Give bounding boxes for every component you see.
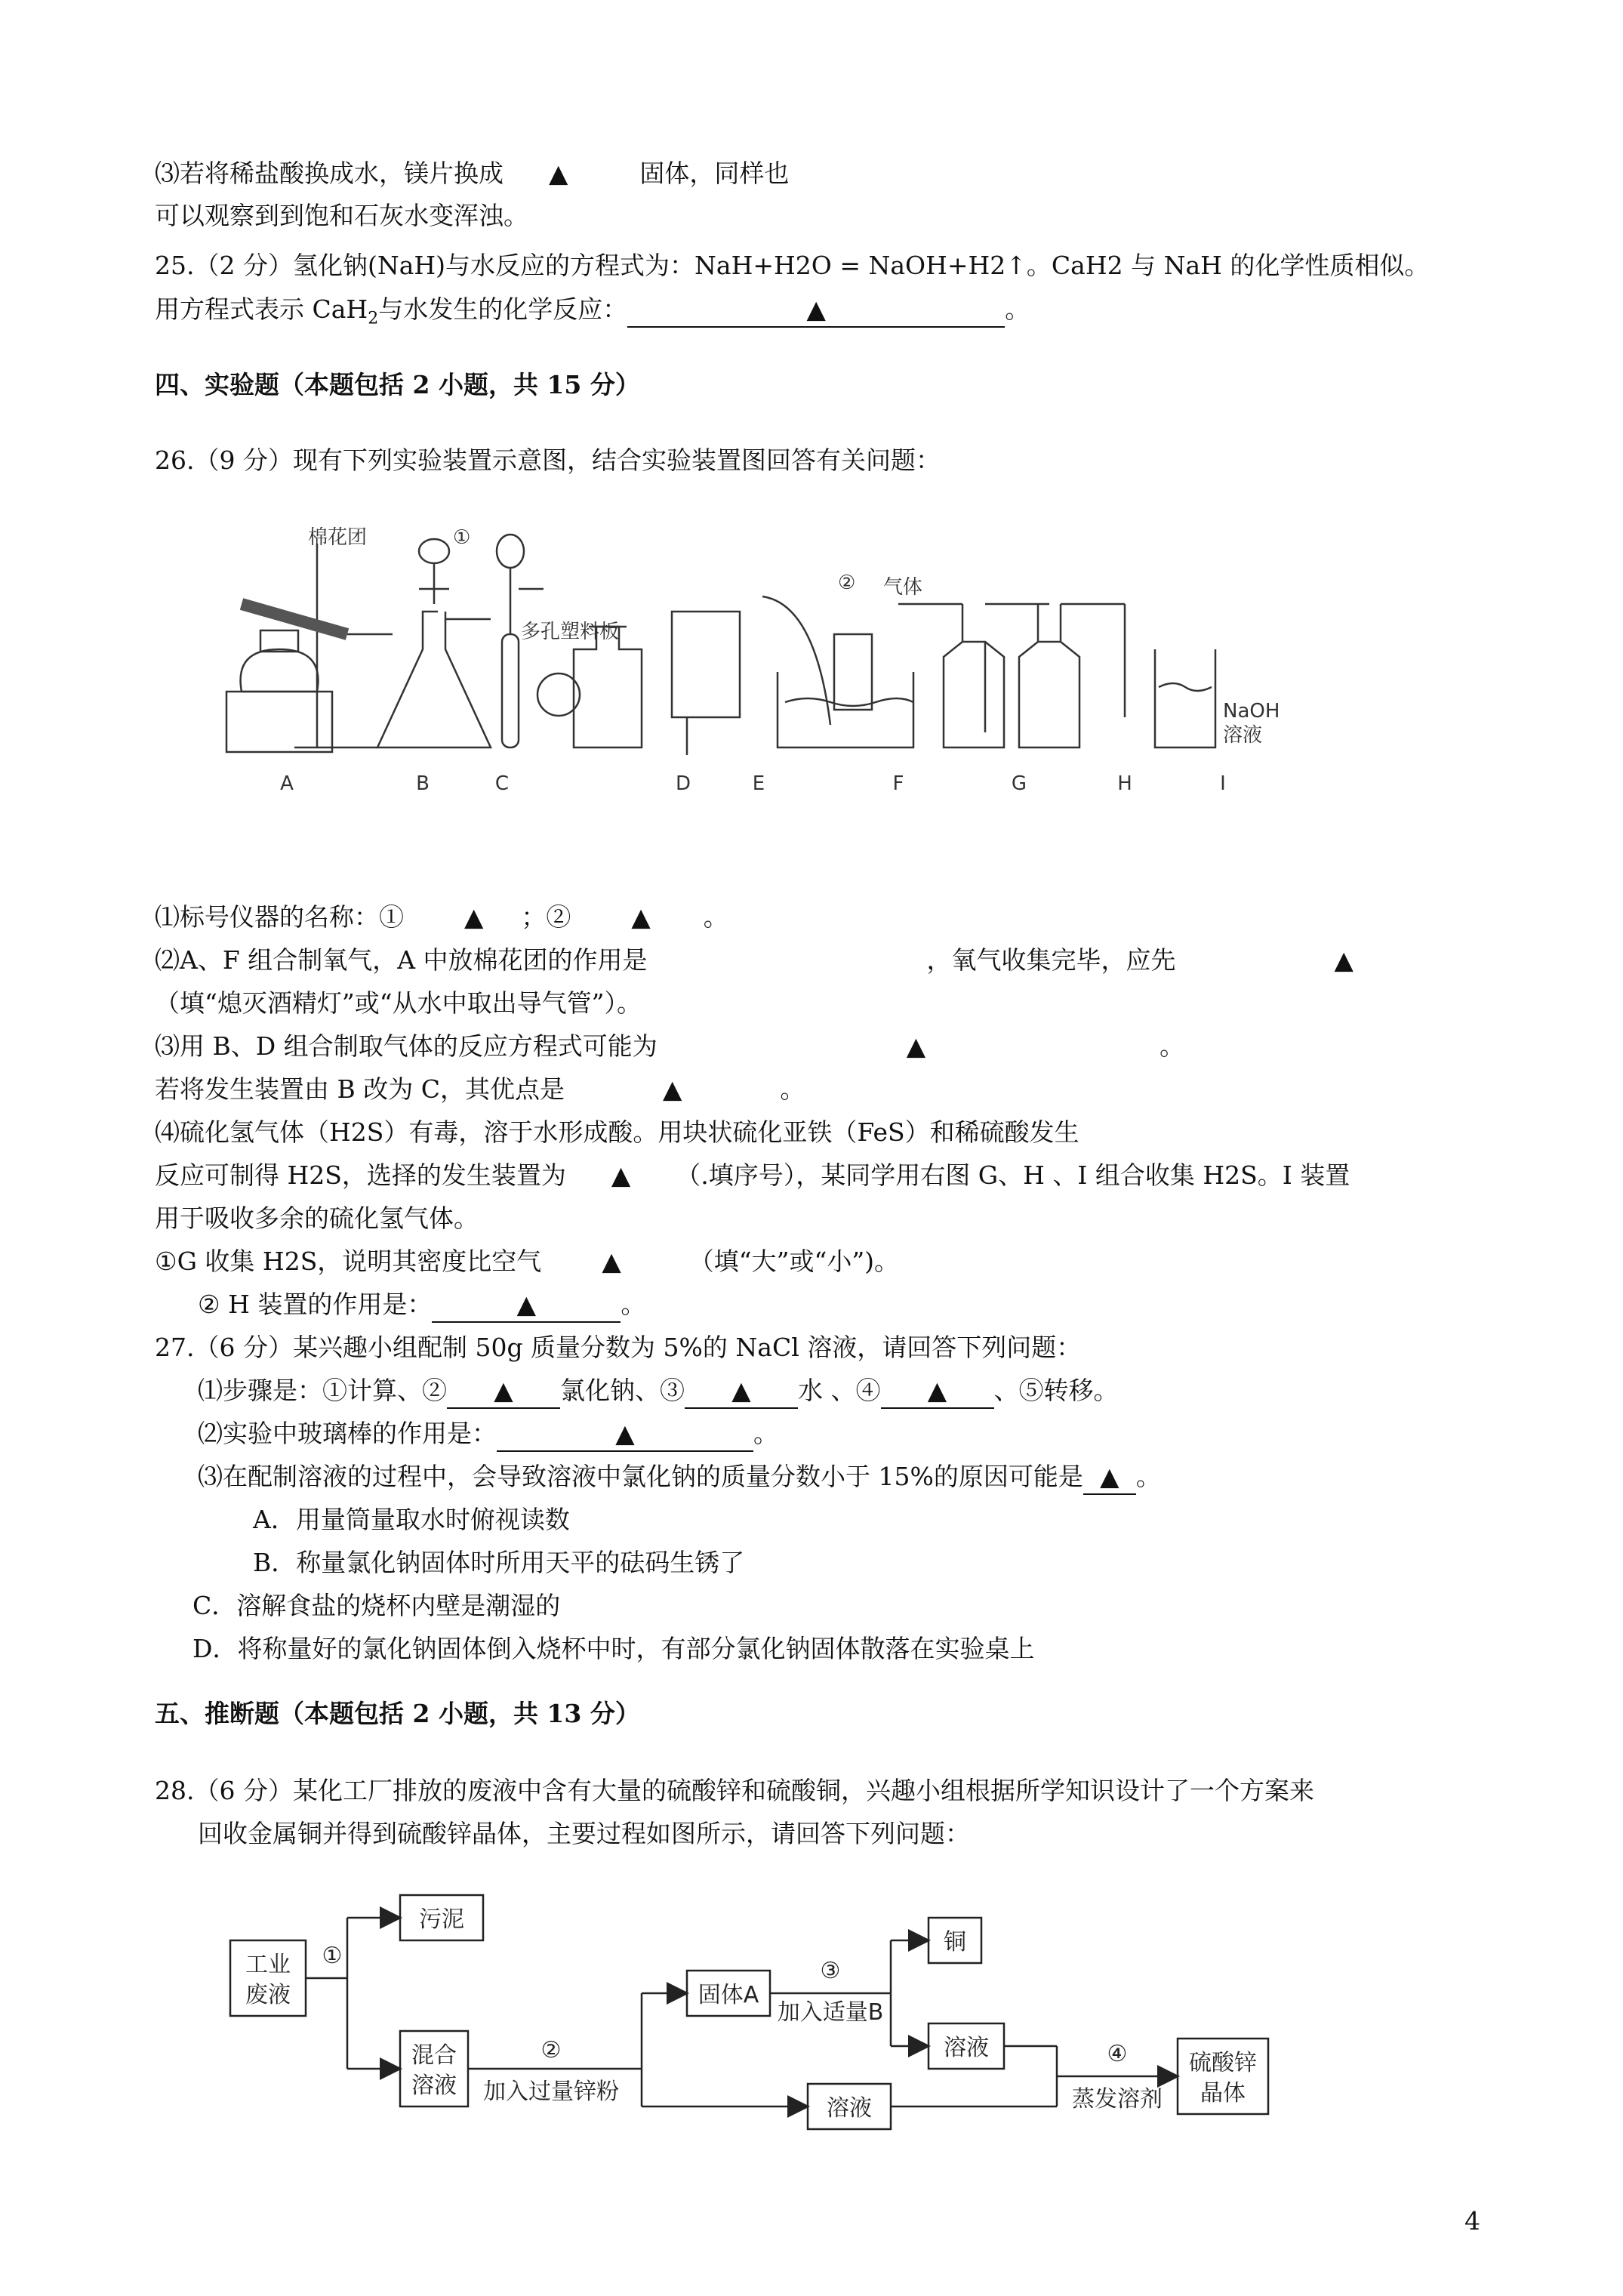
q26-part4-sub2: ② H 装置的作用是： ▲ 。 — [198, 1288, 645, 1323]
section-5-heading: 五、推断题（本题包括 2 小题，共 13 分） — [155, 1699, 640, 1728]
q26-part4-sub1: ①G 收集 H2S，说明其密度比空气 ▲ （填“大”或“小”)。 — [155, 1247, 900, 1276]
flow-solution-lower: 溶液 — [827, 2095, 872, 2122]
q26-part4-line1: ⑷硫化氢气体（H2S）有毒，溶于水形成酸。用块状硫化亚铁（FeS）和稀硫酸发生 — [155, 1117, 1079, 1147]
q24-3-text-b: 固体，同样也 — [639, 159, 790, 188]
q28-line2: 回收金属铜并得到硫酸锌晶体，主要过程如图所示，请回答下列问题： — [198, 1819, 970, 1848]
label-naoh: NaOH — [1223, 700, 1280, 723]
flow-step-4: ④ — [1107, 2041, 1128, 2067]
q27-option-d: D．将称量好的氯化钠固体倒入烧杯中时，有部分氯化钠固体散落在实验桌上 — [192, 1634, 1035, 1663]
page-number: 4 — [1464, 2206, 1480, 2236]
q25-line2: 用方程式表示 CaH$_2$与水发生的化学反应： ▲ 。 — [155, 294, 1030, 328]
q24-3-line1 — [155, 157, 789, 190]
answer-blank-mark[interactable]: ▲ — [464, 902, 484, 932]
apparatus-c-tube — [502, 634, 519, 747]
label-i: I — [1220, 772, 1226, 795]
apparatus-figure — [219, 521, 1351, 808]
apparatus-e-bottle — [672, 612, 740, 717]
flow-evaporate: 蒸发溶剂 — [1072, 2086, 1163, 2113]
q26-part4-line3: 用于吸收多余的硫化氢气体。 — [155, 1203, 479, 1233]
label-gas: 气体 — [883, 576, 923, 599]
q27-option-b: B．称量氯化钠固体时所用天平的砝码生锈了 — [253, 1548, 745, 1577]
label-c: C — [494, 772, 510, 795]
label-num2: ② — [838, 572, 856, 594]
flow-step-1: ① — [322, 1943, 343, 1969]
label-solution: 溶液 — [1223, 724, 1263, 747]
label-f: F — [892, 772, 904, 795]
answer-blank-mark[interactable]: ▲ — [602, 1247, 621, 1276]
flow-mix-1: 混合 — [411, 2042, 457, 2069]
label-g: G — [1011, 772, 1027, 795]
q27-step3: ⑶在配制溶液的过程中，会导致溶液中氯化钠的质量分数小于 15%的原因可能是 ▲ 。 — [198, 1460, 1161, 1495]
label-e: E — [752, 772, 765, 795]
flow-add-b: 加入适量B — [777, 1999, 884, 2026]
label-cotton: 棉花团 — [308, 526, 368, 549]
flow-mix-2: 溶液 — [411, 2073, 457, 2099]
answer-blank-mark[interactable]: ▲ — [631, 902, 651, 932]
answer-blank[interactable]: ▲ — [685, 1374, 798, 1409]
flow-copper: 铜 — [944, 1929, 966, 1955]
answer-blank[interactable]: ▲ — [1083, 1460, 1136, 1495]
answer-blank[interactable]: ▲ — [881, 1374, 994, 1409]
q26-part2-line2: （填“熄灭酒精灯”或“从水中取出导气管”）。 — [155, 988, 642, 1018]
flow-solution-upper: 溶液 — [944, 2035, 989, 2061]
answer-blank-mark[interactable]: ▲ — [611, 1160, 631, 1190]
q27-step2: ⑵实验中玻璃棒的作用是： ▲ 。 — [198, 1417, 778, 1452]
q24-3-text-a: ⑶若将稀盐酸换成水，镁片换成 — [155, 159, 504, 188]
answer-blank[interactable]: ▲ — [432, 1288, 621, 1323]
flow-solid-a: 固体A — [698, 1982, 759, 2008]
q27-step1: ⑴步骤是：①计算、② ▲ 氯化钠、③ ▲ 水 、④ ▲ 、⑤转移。 — [198, 1374, 1119, 1409]
flow-step-2: ② — [540, 2037, 562, 2063]
answer-blank-mark: ▲ — [549, 159, 568, 188]
q25-subscript: 2 — [368, 309, 379, 328]
label-num1: ① — [453, 526, 471, 549]
label-b: B — [416, 772, 430, 795]
q26-part3-line1: ⑶用 B、D 组合制取气体的反应方程式可能为 ▲ 。 — [155, 1031, 1185, 1061]
q26-part3-line2: 若将发生装置由 B 改为 C，其优点是 ▲ 。 — [155, 1074, 805, 1104]
q28-line1: 28.（6 分）某化工厂排放的废液中含有大量的硫酸锌和硫酸铜，兴趣小组根据所学知识设计了一个方案来 — [155, 1776, 1314, 1805]
q25-line1: 25.（2 分）氢化钠(NaH)与水反应的方程式为：NaH+H2O = NaOH+H2↑。CaH2 与 NaH 的化学性质相似。 — [155, 251, 1430, 280]
apparatus-h-bottle — [1019, 642, 1079, 747]
flow-step-3: ③ — [820, 1958, 841, 1984]
label-porous-plate: 多孔塑料板 — [521, 621, 620, 643]
q25-text-a: 用方程式表示 CaH — [155, 294, 368, 324]
flow-crystal-1: 硫酸锌 — [1189, 2050, 1257, 2076]
answer-blank-mark[interactable]: ▲ — [906, 1031, 926, 1061]
apparatus-g-bottle — [944, 642, 1004, 747]
label-d: D — [675, 772, 691, 795]
process-flowchart — [226, 1888, 1283, 2137]
answer-blank[interactable]: ▲ — [447, 1374, 560, 1409]
apparatus-b-flask — [377, 612, 491, 747]
q26-part4-line2: 反应可制得 H2S，选择的发生装置为 ▲ （.填序号），某同学用右图 G、H 、I 组合收集 H2S。I 装置 — [155, 1160, 1350, 1190]
section-4-heading: 四、实验题（本题包括 2 小题，共 15 分） — [155, 370, 640, 399]
q27-option-c: C．溶解食盐的烧杯内壁是潮湿的 — [192, 1591, 561, 1620]
answer-blank-mark[interactable]: ▲ — [662, 1074, 682, 1104]
flow-waste-1: 工业 — [245, 1952, 291, 1978]
answer-blank[interactable]: ▲ — [627, 293, 1005, 328]
flow-waste-2: 废液 — [245, 1982, 291, 2008]
q24-3-line2: 可以观察到到饱和石灰水变浑浊。 — [155, 201, 528, 230]
flow-add-zinc: 加入过量锌粉 — [483, 2079, 619, 2105]
q26-part2-line1: ⑵A、F 组合制氧气，A 中放棉花团的作用是 ，氧气收集完毕，应先 ▲ — [155, 945, 1354, 975]
answer-blank[interactable]: ▲ — [497, 1417, 753, 1452]
label-h: H — [1117, 772, 1132, 795]
apparatus-i-beaker — [1155, 649, 1215, 747]
label-a: A — [280, 772, 294, 795]
q27-option-a: A．用量筒量取水时俯视读数 — [253, 1505, 570, 1534]
apparatus-a-burner — [241, 649, 319, 692]
flow-sludge: 污泥 — [419, 1906, 464, 1933]
answer-blank-mark[interactable]: ▲ — [1334, 945, 1354, 975]
flow-crystal-2: 晶体 — [1200, 2080, 1246, 2106]
q26-part1: ⑴标号仪器的名称：① ▲ ；② ▲ 。 — [155, 902, 728, 932]
q27-stem: 27.（6 分）某兴趣小组配制 50g 质量分数为 5%的 NaCl 溶液，请回答下列问题： — [155, 1333, 1082, 1362]
apparatus-d-bottle — [574, 627, 642, 747]
q26-stem: 26.（9 分）现有下列实验装置示意图，结合实验装置图回答有关问题： — [155, 445, 941, 475]
q25-text-b: 与水发生的化学反应： — [378, 294, 628, 324]
